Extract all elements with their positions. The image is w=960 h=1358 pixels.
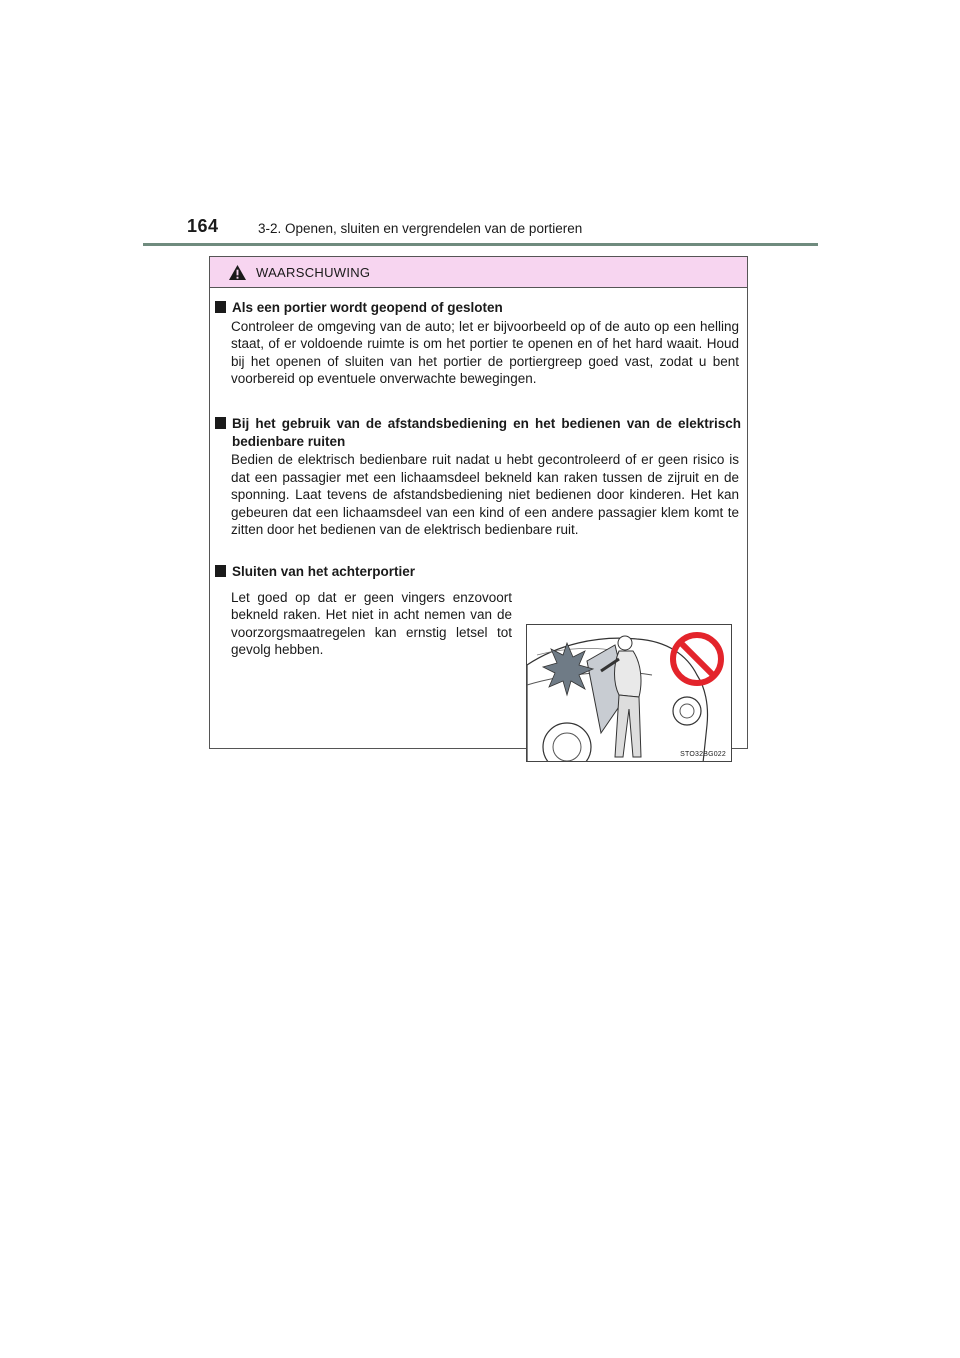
square-bullet-icon <box>215 565 226 577</box>
square-bullet-icon <box>215 301 226 313</box>
warning-header <box>210 257 747 288</box>
warning-box <box>209 256 748 758</box>
warning-triangle-icon <box>228 264 247 281</box>
warning-section-door <box>210 299 747 388</box>
header-rule <box>143 243 818 246</box>
prohibition-icon <box>667 629 727 689</box>
section-heading <box>210 563 747 581</box>
section-body: Bedien de elektrisch bedienbare ruit nadat u hebt gecontroleerd of er geen risico is dat een passagier met een lichaamsdeel bekneld kan raken tussen de zijruit en de sponning. Laat tevens de afstandsbediening niet bedienen door kinderen. Het kan gebeuren dat een lichaamsdeel van een kind of een andere passagier klem komt te zitten door het bedienen van de elektrisch bedienbare ruit. <box>231 452 739 538</box>
warning-label: WAARSCHUWING <box>256 264 371 280</box>
square-bullet-icon <box>215 417 226 429</box>
section-heading-text: Sluiten van het achterportier <box>232 564 416 579</box>
page-number: 164 <box>187 216 219 236</box>
section-body: Let goed op dat er geen vingers enzovoort bekneld raken. Het niet in acht nemen van de voorzorgsmaatregelen kan ernstig letsel tot gevolg hebben. <box>231 589 512 658</box>
warning-section-windows <box>210 415 747 539</box>
section-heading-text: Als een portier wordt geopend of gesloten <box>232 300 503 315</box>
section-heading-text: Bij het gebruik van de afstandsbediening en het bedienen van de elektrisch bedienbare ruiten <box>232 416 741 449</box>
illustration <box>526 624 732 762</box>
illustration-code: STO32BG022 <box>680 751 726 758</box>
section-heading <box>210 299 747 317</box>
section-body: Controleer de omgeving van de auto; let er bijvoorbeeld op of de auto op een helling staat, of er voldoende ruimte is om het portier te openen en of het hard waait. Houd bij het openen of sluiten van het portier de portiergreep goed vast, zodat u bent voorbereid op eventuele onverwachte bewegingen. <box>231 318 739 387</box>
section-heading <box>210 415 747 450</box>
section-title: 3-2. Openen, sluiten en vergrendelen van de portieren <box>258 221 583 236</box>
